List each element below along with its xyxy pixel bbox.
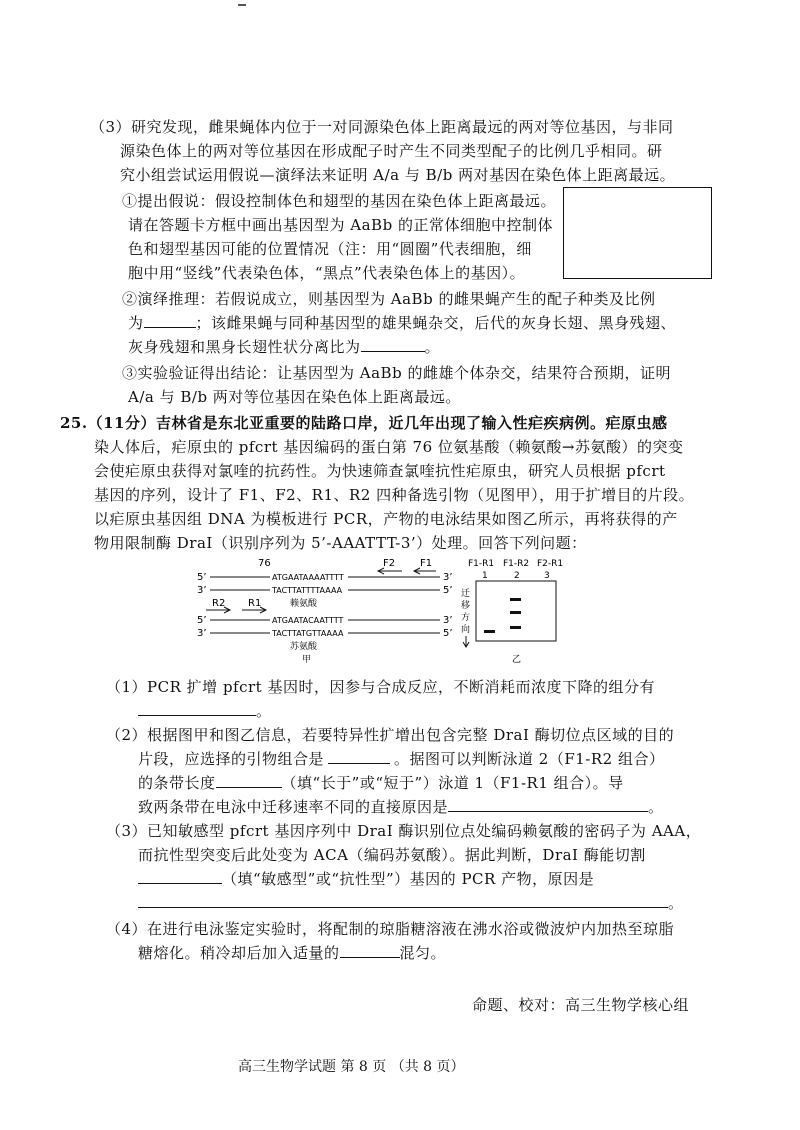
q24-3-line3: 究小组尝试运用假说—演绎法来证明 A/a 与 B/b 两对基因在染色体上距离最远。 [120,166,676,184]
lane-label-1: F1-R1 [468,559,495,569]
q25-1-end: 。 [256,702,272,720]
q25-line4: 基因的序列，设计了 F1、F2、R1、R2 四种备选引物（见图甲），用于扩增目的片段。 [94,486,695,504]
band-lane2-upper [510,598,521,601]
primer-combo-blank[interactable] [328,749,390,764]
dye-blank[interactable] [340,943,400,958]
amino-acid-thr: 苏氨酸 [290,642,318,652]
q24-step2-prefix: 为 [128,314,144,332]
band-lane1 [484,630,495,633]
strand2-3prime: 3’ [443,615,453,626]
footer-title: 高三生物学试题 [238,1059,336,1075]
lane-number-3: 3 [544,571,550,581]
footer-page: 第 8 页 [340,1059,387,1075]
lane-number-1: 1 [482,571,488,581]
seq-sensitive-top: ATGAATAAAATTTT [272,573,344,582]
direction-char-3: 方 [461,613,471,623]
q25-4-line1: （4）在进行电泳鉴定实验时，将配制的琼脂糖溶液在沸水浴或微波炉内加热至琼脂 [106,920,675,938]
migration-reason-blank[interactable] [448,797,648,812]
q25-3-line1: （3）已知敏感型 pfcrt 基因序列中 DraI 酶识别位点处编码赖氨酸的密码子为 AAA， [106,822,702,840]
q25-2-end: 。 [648,798,664,816]
scan-mark [238,4,246,6]
q25-1-line2 [138,700,272,721]
credits: 命题、校对：高三生物学核心组 [472,996,690,1014]
seq-resistant-top: ATGAATACAATTTT [272,616,344,625]
q25-2-length-text: 的条带长度 [138,774,216,792]
primer-f1-label: F1 [420,558,433,569]
q25-line6: 物用限制酶 DraI（识别序列为 5’-AAATTT-3’）处理。回答下列问题： [94,534,587,552]
q25-4-end: 混匀。 [399,944,447,962]
strand2b-3prime: 3’ [197,628,207,639]
direction-char-4: 向 [461,625,471,635]
strand1b-5prime: 5’ [443,585,453,596]
q25-2-fill-hint: （填“长于”或“短于”）泳道 1（F1-R1 组合）。导 [281,774,624,792]
q25-4-text: 糖熔化。稍冷却后加入适量的 [138,944,340,962]
q24-step3-line1: ③实验验证得出结论：让基因型为 AaBb 的雌雄个体杂交，结果符合预期，证明 [122,364,671,382]
phenotype-ratio-blank[interactable] [361,337,425,352]
q24-step2-end: 。 [424,338,441,356]
q25-3-line4 [138,892,684,913]
direction-char-2: 移 [461,601,471,611]
strand1b-3prime: 3’ [197,585,207,596]
strand1-3prime: 3’ [443,572,453,583]
strand2-5prime: 5’ [197,615,207,626]
cut-reason-blank[interactable] [138,893,668,908]
q25-line3: 会使疟原虫获得对氯喹的抗药性。为快速筛查氯喹抗性疟原虫，研究人员根据 pfcrt [94,462,666,480]
label-76: 76 [258,558,271,569]
q25-line5: 以疟原虫基因组 DNA 为模板进行 PCR，产物的电泳结果如图乙所示，再将获得的产 [94,510,678,528]
strand1-5prime: 5’ [197,572,207,583]
gamete-ratio-blank[interactable] [144,313,196,328]
band-lane2-lower [510,611,521,614]
q24-step2-rest: ；该雌果蝇与同种基因型的雄果蝇杂交，后代的灰身长翅、黑身残翅、 [195,314,677,332]
q25-3-line3 [138,868,594,889]
cut-type-blank[interactable] [138,869,222,884]
q25-3-hint: （填“敏感型”或“抗性型”）基因的 PCR 产物，原因是 [222,870,595,888]
pcr-components-blank[interactable] [138,701,256,716]
q25-4-line2 [138,942,446,963]
direction-char-1: 迁 [461,589,471,599]
q24-step2-ratio-text: 灰身残翅和黑身长翅性状分离比为 [128,338,361,356]
q25-2-line3 [138,772,624,793]
q25-2-primer-text: 片段，应选择的引物组合是 [138,750,325,768]
strand2b-5prime: 5’ [443,628,453,639]
seq-sensitive-bottom: TACTTATTTTAAAA [272,586,343,595]
page-footer [238,1056,465,1076]
amino-acid-lys: 赖氨酸 [290,599,318,609]
q25-line1: 25.（11分）吉林省是东北亚重要的陆路口岸，近几年出现了输入性疟疾病例。疟原虫感 [60,414,668,432]
caption-jia: 甲 [302,655,312,665]
primer-r2-label: R2 [212,598,226,609]
primer-r1-label: R1 [248,598,262,609]
band-lane3 [510,626,521,629]
q25-2-line1: （2）根据图甲和图乙信息，若要特异性扩增出包含完整 DraI 酶切位点区域的目的 [106,726,675,744]
q25-line2: 染人体后，疟原虫的 pfcrt 基因编码的蛋白第 76 位氨基酸（赖氨酸→苏氨酸）的突变 [94,438,684,456]
lane-label-3: F2-R1 [537,559,564,569]
lane-label-2: F1-R2 [503,559,530,569]
seq-resistant-bottom: TACTTATGTTAAAA [272,629,344,638]
q24-step2-line1: ②演绎推理：若假说成立，则基因型为 AaBb 的雌果蝇产生的配子种类及比例 [122,290,656,308]
lane-number-2: 2 [514,571,520,581]
q24-step2-line2 [128,312,676,333]
answer-drawing-box[interactable] [563,187,712,279]
q25-3-end: 。 [668,894,684,912]
footer-total: （共 8 页） [390,1059,465,1075]
q24-step2-line3 [128,336,440,357]
q24-3-line2: 源染色体上的两对等位基因在形成配子时产生不同类型配子的比例几乎相同。研 [120,142,663,160]
q25-1-line1: （1）PCR 扩增 pfcrt 基因时，因参与合成反应，不断消耗而浓度下降的组分有 [106,678,655,696]
q24-step1-line3: 色和翅型基因可能的位置情况（注：用“圆圈”代表细胞，细 [128,240,532,258]
q24-3-line1: （3）研究发现，雌果蝇体内位于一对同源染色体上距离最远的两对等位基因，与非同 [90,118,674,136]
q25-2-line2 [138,748,664,769]
q24-step1-line2: 请在答题卡方框中画出基因型为 AaBb 的正常体细胞中控制体 [128,216,553,234]
caption-yi: 乙 [512,655,522,665]
q25-3-line2: 而抗性型突变后此处变为 ACA（编码苏氨酸）。据此判断，DraI 酶能切割 [138,846,646,864]
q24-step1-line1: ①提出假说：假设控制体色和翅型的基因在染色体上距离最远。 [122,192,557,210]
q25-2-line4 [138,796,664,817]
q25-2-reason-text: 致两条带在电泳中迁移速率不同的直接原因是 [138,798,449,816]
primer-f2-label: F2 [383,558,396,569]
q25-2-lane-text: 。据图可以判断泳道 2（F1-R2 组合） [394,750,665,768]
q24-step1-line4: 胞中用“竖线”代表染色体，“黑点”代表染色体上的基因）。 [128,264,526,282]
figure-jia-yi [0,550,800,670]
band-length-blank[interactable] [216,773,282,788]
q24-step3-line2: A/a 与 B/b 两对等位基因在染色体上距离最远。 [128,388,461,406]
